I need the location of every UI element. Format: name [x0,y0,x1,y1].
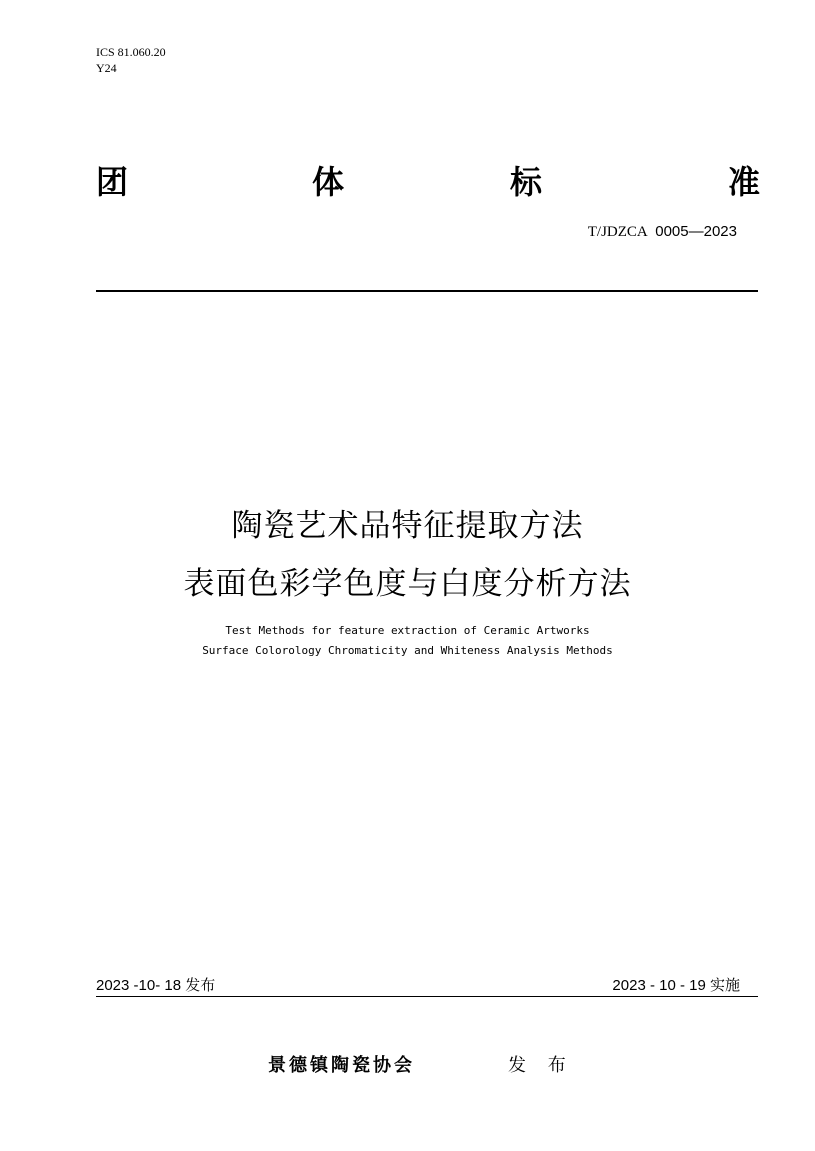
implementation-date: 2023 - 10 - 19 实施 [612,977,740,994]
heading-char-1: 团 [96,163,129,201]
standard-number [588,222,737,242]
issue-date: 2023 -10- 18 发布 [96,977,216,994]
top-divider [96,290,758,292]
ccs-code: Y24 [96,61,117,75]
date-row [96,976,758,998]
ics-code: ICS 81.060.20 [96,45,166,59]
title-zh-line-1: 陶瓷艺术品特征提取方法 [231,508,584,544]
standard-number-prefix: T/JDZCA [587,224,648,240]
heading-char-2: 体 [312,163,345,201]
classification-block [96,44,166,76]
standard-type-heading [96,160,760,204]
heading-char-4: 准 [727,163,760,201]
bottom-divider [96,996,758,997]
publish-label: 发 布 [508,1055,574,1076]
title-en-line-2: Surface Colorology Chromaticity and Whiteness Analysis Methods [202,644,613,657]
title-zh-line-2: 表面色彩学色度与白度分析方法 [183,566,632,602]
standard-number-value: 0005—2023 [655,223,737,240]
heading-char-3: 标 [510,163,543,201]
title-en-line-1: Test Methods for feature extraction of Ceramic Artworks [225,624,590,637]
publisher-name: 景德镇陶瓷协会 [268,1055,415,1076]
